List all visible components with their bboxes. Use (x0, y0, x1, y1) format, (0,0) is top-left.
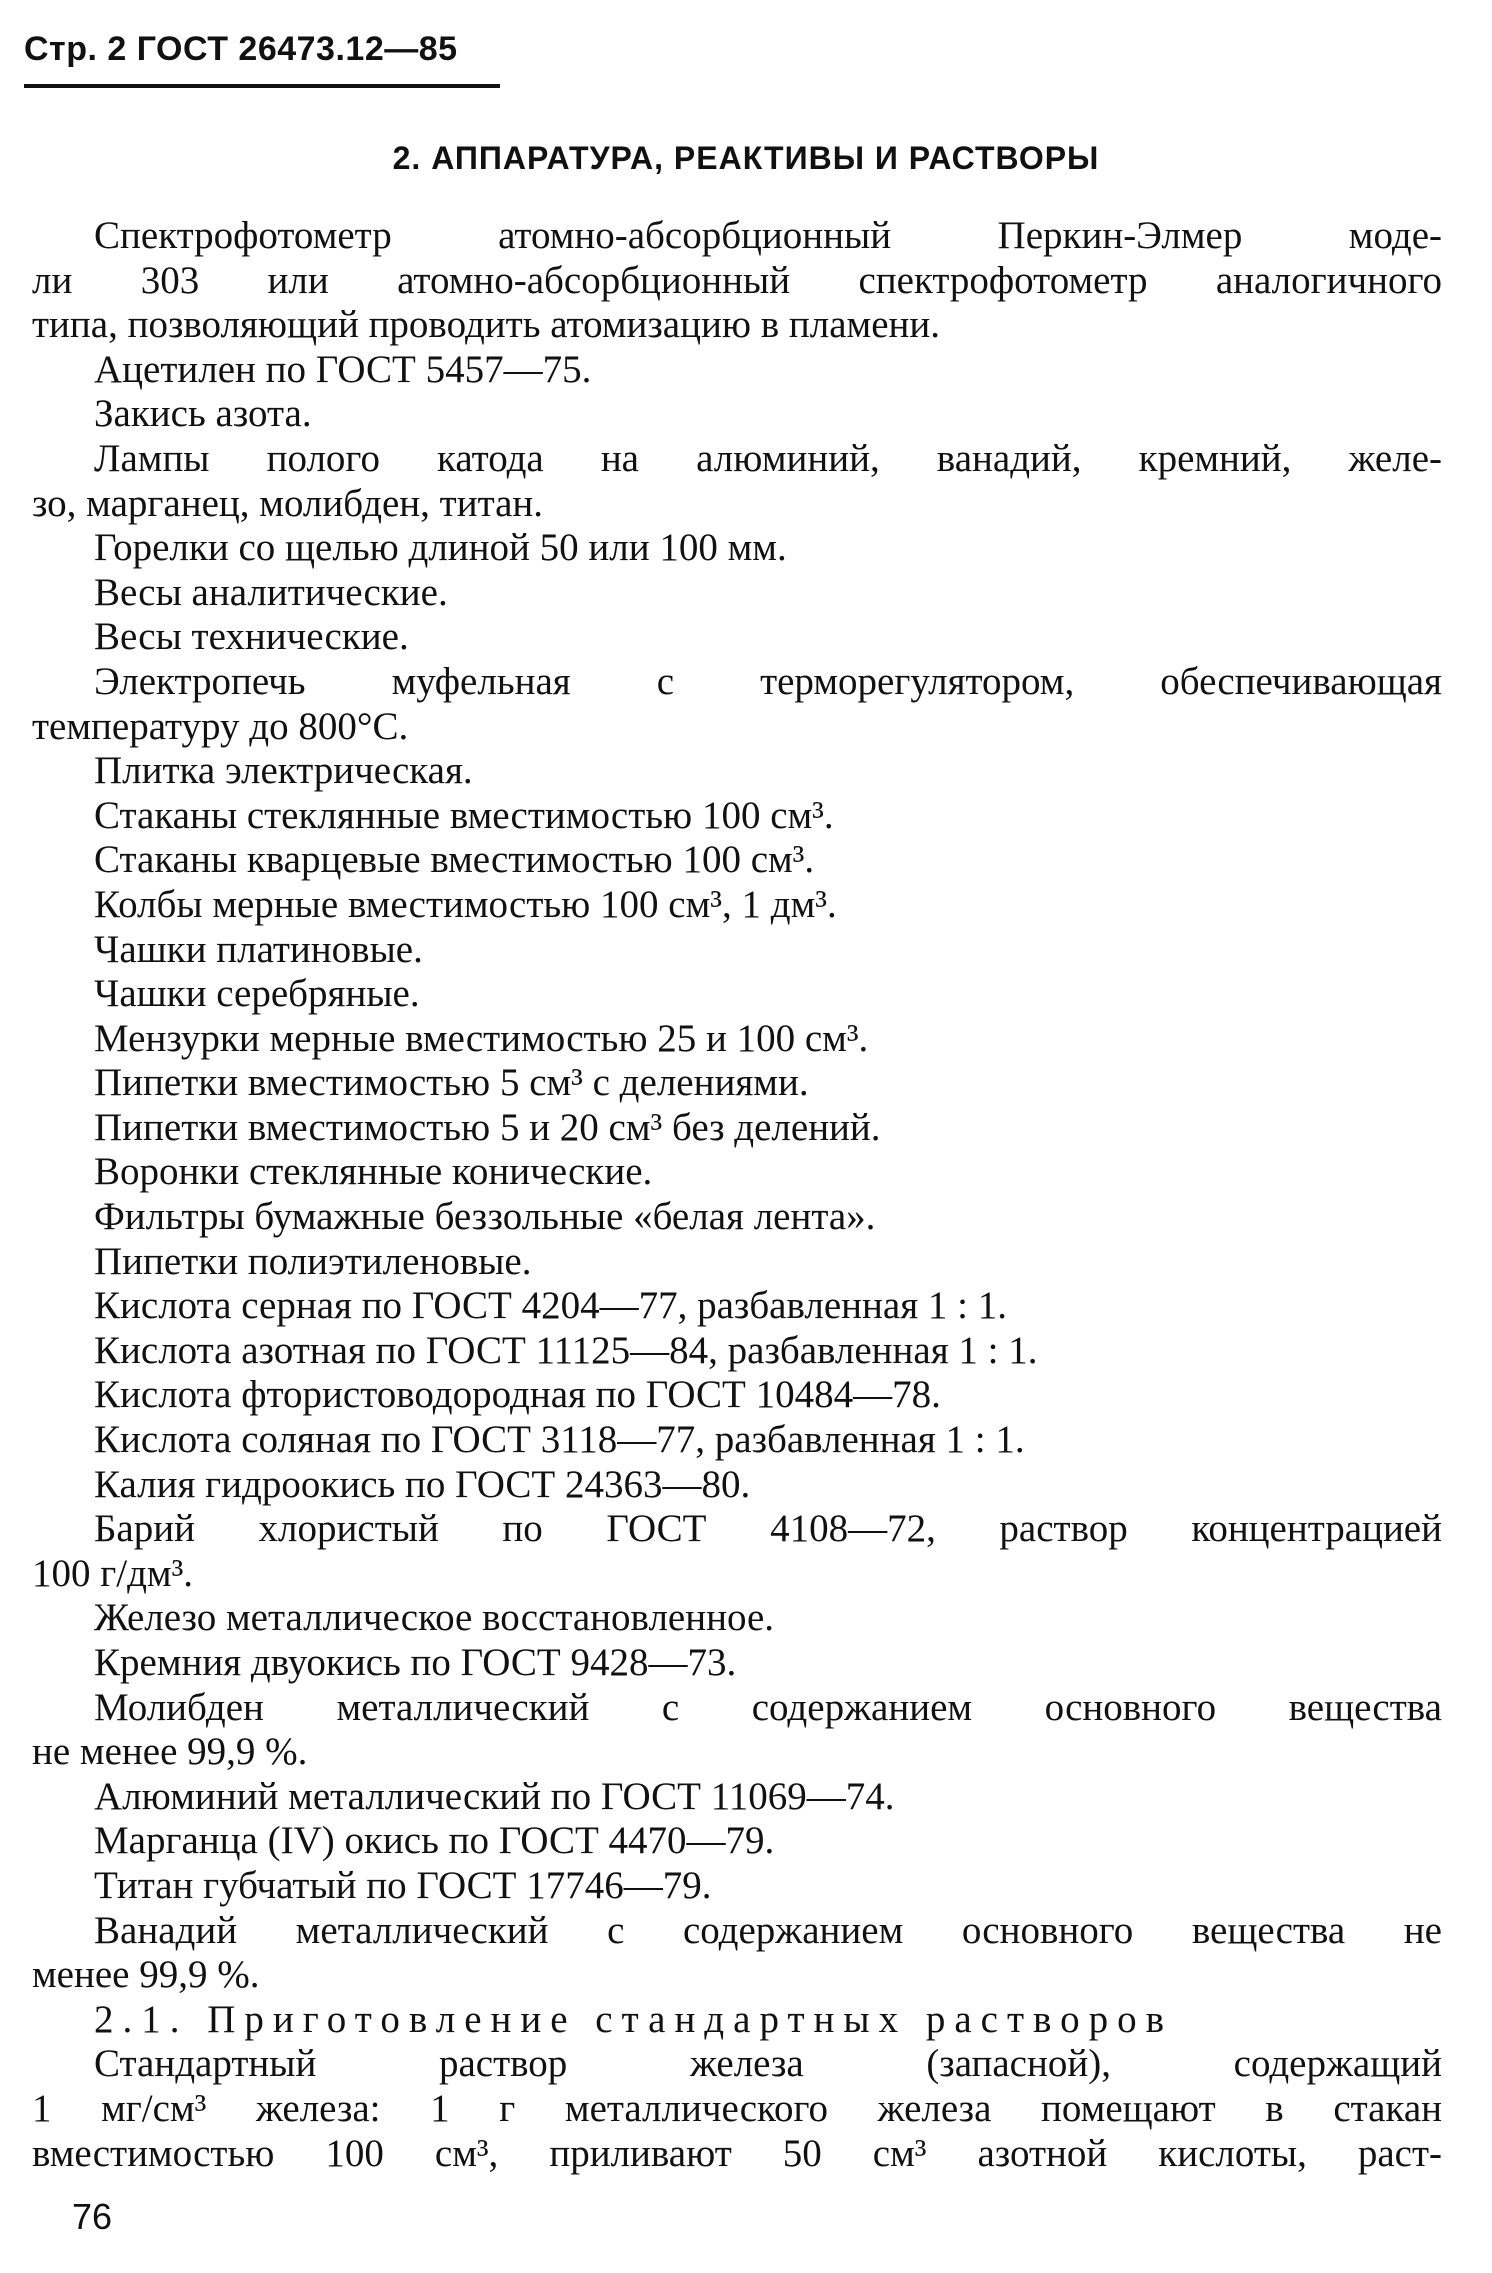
text-line: ли 303 или атомно-абсорбционный спектрофотометр аналогичного (32, 258, 1442, 302)
page-header: Стр. 2 ГОСТ 26473.12—85 (24, 30, 458, 68)
text-line: вместимостью 100 см³, приливают 50 см³ азотной кислоты, раст- (32, 2131, 1442, 2175)
text-line: Калия гидроокись по ГОСТ 24363—80. (94, 1462, 751, 1506)
text-line: Электропечь муфельная с терморегулятором, обеспечивающая (94, 659, 1442, 703)
text-line: 1 мг/см³ железа: 1 г металлического железа помещают в стакан (32, 2086, 1442, 2130)
text-line: Спектрофотометр атомно-абсорбционный Перкин-Элмер моде- (94, 214, 1442, 257)
text-line: Весы технические. (94, 615, 409, 659)
text-line: Пипетки вместимостью 5 см³ с делениями. (94, 1061, 809, 1105)
text-line: Чашки серебряные. (94, 972, 420, 1016)
text-line: не менее 99,9 %. (32, 1730, 308, 1774)
text-line: Кислота азотная по ГОСТ 11125—84, разбавленная 1 : 1. (94, 1328, 1038, 1372)
text-line: Молибден металлический с содержанием основного вещества (94, 1685, 1442, 1729)
text-line: Стаканы стеклянные вместимостью 100 см³. (94, 793, 834, 837)
text-line: Колбы мерные вместимостью 100 см³, 1 дм³. (94, 882, 837, 926)
text-line: Горелки со щелью длиной 50 или 100 мм. (94, 526, 787, 570)
text-line: Мензурки мерные вместимостью 25 и 100 см³. (94, 1016, 869, 1060)
text-line: Ванадий металлический с содержанием основного вещества не (94, 1908, 1442, 1952)
text-line: Лампы полого катода на алюминий, ванадий, кремний, желе- (94, 436, 1442, 480)
text-line: Алюминий металлический по ГОСТ 11069—74. (94, 1774, 895, 1818)
text-line: Стаканы кварцевые вместимостью 100 см³. (94, 838, 815, 882)
text-line: менее 99,9 %. (32, 1953, 260, 1997)
text-line: Кислота соляная по ГОСТ 3118—77, разбавленная 1 : 1. (94, 1418, 1025, 1462)
text-line: Кислота фтористоводородная по ГОСТ 10484—78. (94, 1373, 941, 1417)
text-line: Весы аналитические. (94, 570, 448, 614)
text-line: температуру до 800°С. (32, 704, 409, 748)
text-line: Плитка электрическая. (94, 749, 473, 793)
page-number: 76 (72, 2196, 113, 2237)
text-line: 100 г/дм³. (32, 1551, 194, 1595)
text-line: типа, позволяющий проводить атомизацию в пламени. (32, 303, 941, 347)
text-line: Кислота серная по ГОСТ 4204—77, разбавленная 1 : 1. (94, 1284, 1007, 1328)
text-line: Кремния двуокись по ГОСТ 9428—73. (94, 1641, 737, 1684)
text-line: Марганца (IV) окись по ГОСТ 4470—79. (94, 1819, 775, 1863)
text-line: Фильтры бумажные беззольные «белая лента». (94, 1195, 876, 1239)
text-line: Чашки платиновые. (94, 927, 423, 971)
text-line: зо, марганец, молибден, титан. (32, 481, 544, 525)
text-line: Железо металлическое восстановленное. (94, 1596, 775, 1640)
text-line: Пипетки полиэтиленовые. (94, 1239, 532, 1283)
text-line: Титан губчатый по ГОСТ 17746—79. (94, 1863, 712, 1907)
text-line: Закись азота. (94, 392, 312, 436)
text-line: Стандартный раствор железа (запасной), содержащий (94, 2042, 1442, 2086)
text-line: Воронки стеклянные конические. (94, 1150, 653, 1194)
text-line: Пипетки вместимостью 5 и 20 см³ без делений. (94, 1105, 881, 1149)
text-line: Барий хлористый по ГОСТ 4108—72, раствор концентрацией (94, 1507, 1442, 1551)
subsection-heading: 2.1. Приготовление стандартных растворов (94, 1997, 1174, 2041)
document-body (32, 214, 1442, 2176)
text-line: Ацетилен по ГОСТ 5457—75. (94, 347, 592, 391)
section-title: 2. АППАРАТУРА, РЕАКТИВЫ И РАСТВОРЫ (392, 140, 1100, 176)
header-rule (24, 84, 500, 88)
